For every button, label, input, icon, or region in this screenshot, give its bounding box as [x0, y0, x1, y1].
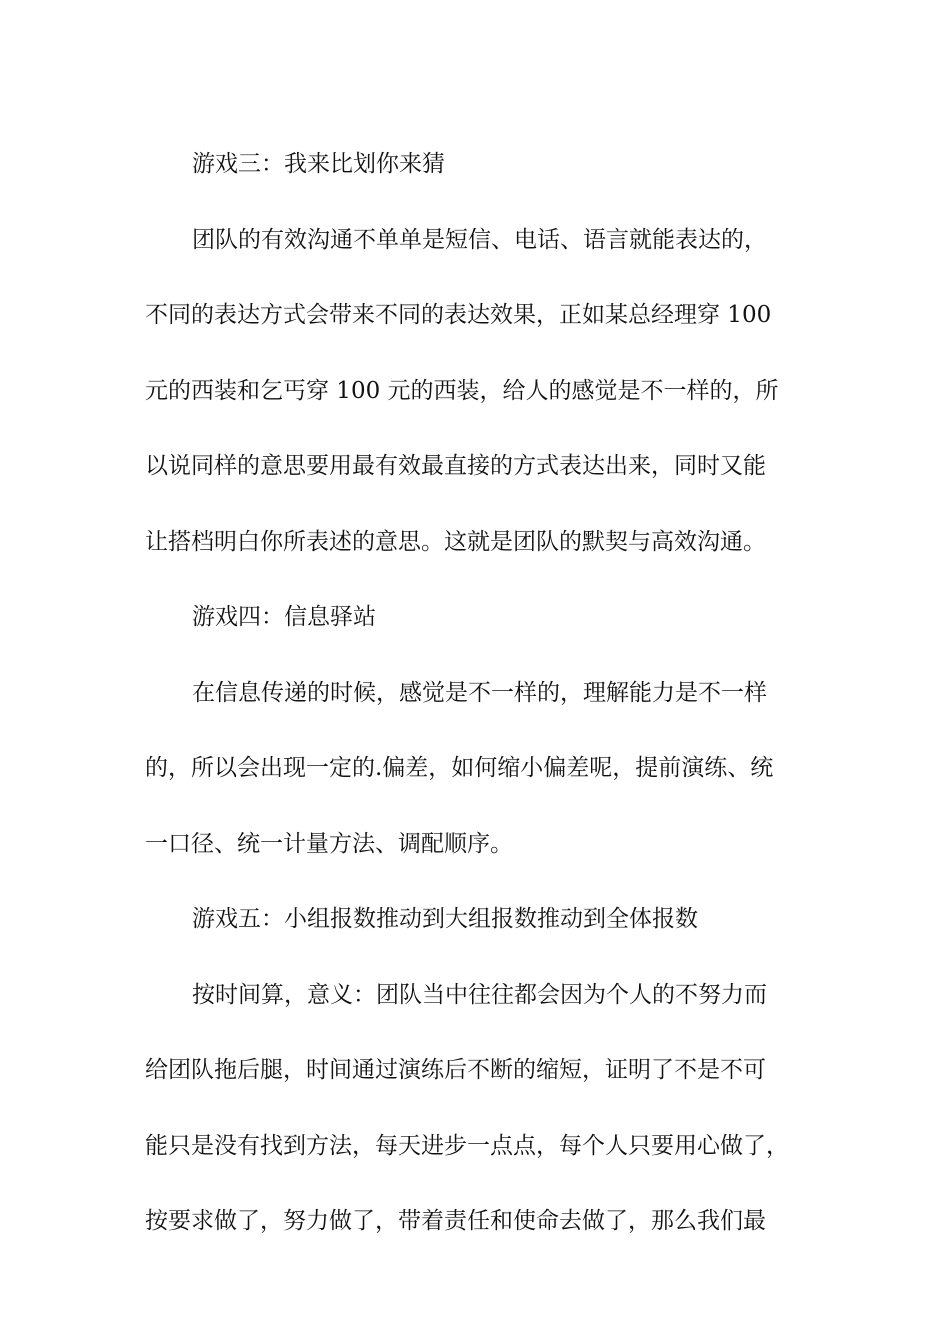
paragraph-game-3-description: [145, 203, 825, 581]
paragraph-game-5-description: [145, 958, 825, 1260]
text-line: 游戏五：小组报数推动到大组报数推动到全体报数: [192, 906, 698, 932]
text-line: 给团队拖后腿，时间通过演练后不断的缩短，证明了不是不可: [145, 1057, 766, 1083]
text-line: 能只是没有找到方法，每天进步一点点，每个人只要用心做了，: [145, 1132, 789, 1159]
section-heading-game-3: [145, 127, 825, 203]
document-body: [145, 127, 825, 1260]
section-heading-game-5: [145, 882, 825, 958]
text-line: 按要求做了，努力做了，带着责任和使命去做了，那么我们最: [145, 1208, 766, 1234]
paragraph-game-4-description: [145, 656, 825, 883]
text-line: 按时间算，意义：团队当中往往都会因为个人的不努力而: [192, 981, 767, 1008]
text-line: 团队的有效沟通不单单是短信、电话、语言就能表达的，: [192, 226, 767, 253]
text-line: 在信息传递的时候，感觉是不一样的，理解能力是不一样: [192, 679, 767, 706]
text-line: 游戏四：信息驿站: [192, 604, 376, 630]
section-heading-game-4: [145, 580, 825, 656]
text-line: 游戏三：我来比划你来猜: [192, 151, 445, 177]
text-line: 让搭档明白你所表述的意思。这就是团队的默契与高效沟通。: [145, 528, 766, 555]
text-line: 元的西装和乞丐穿 100 元的西装，给人的感觉是不一样的，所: [145, 377, 779, 404]
text-line: 的，所以会出现一定的.偏差，如何缩小偏差呢，提前演练、统: [145, 755, 774, 781]
text-line: 以说同样的意思要用最有效最直接的方式表达出来，同时又能: [145, 453, 766, 479]
text-line: 不同的表达方式会带来不同的表达效果，正如某总经理穿 100: [145, 302, 772, 328]
text-line: 一口径、统一计量方法、调配顺序。: [145, 830, 513, 857]
